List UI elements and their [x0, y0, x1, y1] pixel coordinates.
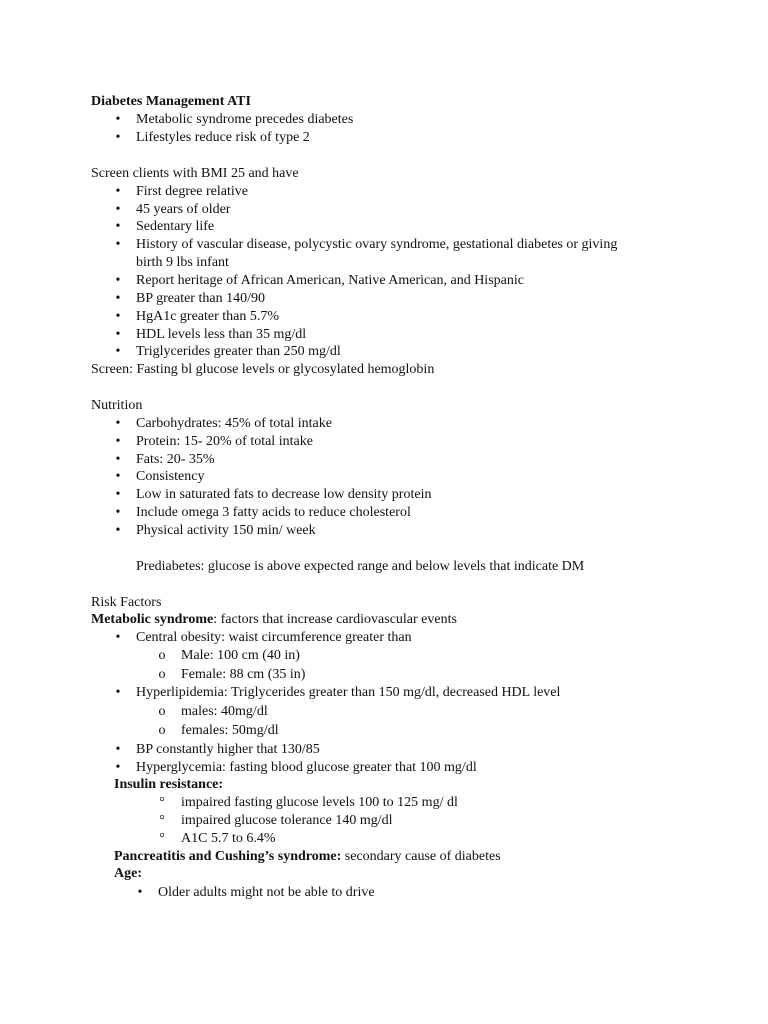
list-item-text: Physical activity 150 min/ week — [136, 523, 316, 538]
bullet-icon: • — [115, 219, 121, 234]
nutrition-heading: Nutrition — [91, 398, 143, 413]
age-label: Age: — [114, 866, 142, 881]
pancreatitis-text — [114, 848, 501, 866]
list-item-text: Central obesity: waist circumference greater than — [136, 630, 412, 645]
list-item-text: Low in saturated fats to decrease low density protein — [136, 487, 432, 502]
list-item-text: 45 years of older — [136, 202, 231, 217]
list-item-text: Metabolic syndrome precedes diabetes — [136, 112, 354, 127]
metabolic-description: : factors that increase cardiovascular events — [213, 612, 457, 627]
list-item-text: Triglycerides greater than 250 mg/dl — [136, 344, 341, 359]
small-open-bullet-icon: ° — [159, 831, 165, 846]
list-item-text: HgA1c greater than 5.7% — [136, 309, 280, 324]
open-bullet-icon: o — [158, 704, 166, 719]
bullet-icon: • — [115, 309, 121, 324]
list-item-text: History of vascular disease, polycystic ovary syndrome, gestational diabetes or giving — [136, 237, 618, 252]
metabolic-text — [91, 611, 457, 629]
bullet-icon: • — [115, 202, 121, 217]
bullet-icon: • — [115, 760, 121, 775]
bullet-icon: • — [115, 184, 121, 199]
bullet-icon: • — [115, 742, 121, 757]
list-item-text: Hyperglycemia: fasting blood glucose greater that 100 mg/dl — [136, 760, 477, 775]
bullet-icon: • — [115, 685, 121, 700]
bullet-icon: • — [115, 630, 121, 645]
bullet-icon: • — [115, 327, 121, 342]
risk-heading: Risk Factors — [91, 595, 162, 610]
bullet-icon: • — [115, 291, 121, 306]
list-item-text: HDL levels less than 35 mg/dl — [136, 327, 307, 342]
pancreatitis-label: Pancreatitis and Cushing’s syndrome: — [114, 849, 342, 864]
list-item-text: Lifestyles reduce risk of type 2 — [136, 130, 310, 145]
screen-heading: Screen clients with BMI 25 and have — [91, 166, 299, 181]
bullet-icon: • — [115, 487, 121, 502]
bullet-icon: • — [115, 273, 121, 288]
list-item-text: Carbohydrates: 45% of total intake — [136, 416, 332, 431]
bullet-icon: • — [115, 469, 121, 484]
metabolic-label: Metabolic syndrome — [91, 612, 214, 627]
list-item-text: Report heritage of African American, Native American, and Hispanic — [136, 273, 524, 288]
bullet-icon: • — [115, 416, 121, 431]
list-item-text: BP greater than 140/90 — [136, 291, 265, 306]
bullet-icon: • — [137, 885, 143, 900]
list-item-text: Hyperlipidemia: Triglycerides greater than 150 mg/dl, decreased HDL level — [136, 685, 561, 700]
list-item-text: First degree relative — [136, 184, 248, 199]
bullet-icon: • — [115, 130, 121, 145]
prediabetes-text: Prediabetes: glucose is above expected range and below levels that indicate DM — [136, 559, 585, 574]
bullet-icon: • — [115, 434, 121, 449]
open-bullet-icon: o — [158, 648, 166, 663]
insulin-label: Insulin resistance: — [114, 777, 224, 792]
list-item-text: Consistency — [136, 469, 205, 484]
open-bullet-icon: o — [158, 667, 166, 682]
pancreatitis-description: secondary cause of diabetes — [341, 849, 501, 864]
screen-test: Screen: Fasting bl glucose levels or glycosylated hemoglobin — [91, 362, 435, 377]
bullet-icon: • — [115, 112, 121, 127]
sub-list-item-text: females: 50mg/dl — [181, 723, 279, 738]
small-open-bullet-icon: ° — [159, 813, 165, 828]
list-item-text: Fats: 20- 35% — [136, 452, 215, 467]
bullet-icon: • — [115, 344, 121, 359]
open-bullet-icon: o — [158, 723, 166, 738]
sub-list-item-text: A1C 5.7 to 6.4% — [181, 831, 276, 846]
list-item-text: Protein: 15- 20% of total intake — [136, 434, 313, 449]
bullet-icon: • — [115, 505, 121, 520]
list-item-text: BP constantly higher that 130/85 — [136, 742, 320, 757]
bullet-icon: • — [115, 237, 121, 252]
list-item-text: Sedentary life — [136, 219, 215, 234]
list-item-text: Include omega 3 fatty acids to reduce cholesterol — [136, 505, 411, 520]
small-open-bullet-icon: ° — [159, 795, 165, 810]
sub-list-item-text: Female: 88 cm (35 in) — [181, 667, 306, 682]
list-item-text: Older adults might not be able to drive — [158, 885, 375, 900]
sub-list-item-text: impaired fasting glucose levels 100 to 125 mg/ dl — [181, 795, 458, 810]
sub-list-item-text: males: 40mg/dl — [181, 704, 268, 719]
list-item-text: birth 9 lbs infant — [136, 255, 229, 270]
bullet-icon: • — [115, 452, 121, 467]
sub-list-item-text: impaired glucose tolerance 140 mg/dl — [181, 813, 393, 828]
sub-list-item-text: Male: 100 cm (40 in) — [181, 648, 300, 663]
bullet-icon: • — [115, 523, 121, 538]
doc-title: Diabetes Management ATI — [91, 94, 251, 109]
